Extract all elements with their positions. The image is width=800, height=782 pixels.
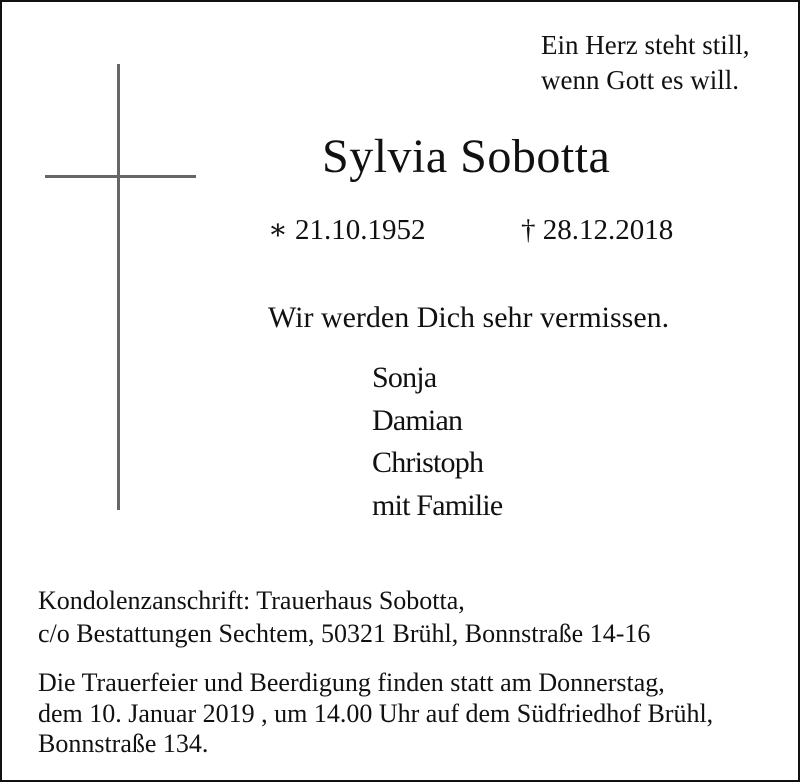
birth-date: ∗ 21.10.1952 (268, 214, 426, 246)
motto-line-2: wenn Gott es will. (541, 65, 739, 95)
motto (541, 28, 749, 98)
mourner-item: Sonja (372, 361, 437, 394)
service-line-1: Die Trauerfeier und Beerdigung finden statt am Donnerstag, (38, 668, 665, 697)
sentiment-text: Wir werden Dich sehr vermissen. (268, 301, 670, 334)
service-line-3: Bonnstraße 134. (38, 729, 209, 758)
cross-horizontal-beam (45, 175, 196, 178)
motto-line-1: Ein Herz steht still, (541, 30, 750, 60)
service-line-2: dem 10. Januar 2019 , um 14.00 Uhr auf dem Südfriedhof Brühl, (38, 698, 714, 728)
mourner-item: Damian (372, 403, 463, 437)
condolence-address (38, 584, 650, 650)
condolence-line-1: Kondolenzanschrift: Trauerhaus Sobotta, (38, 586, 465, 615)
condolence-line-2: c/o Bestattungen Sechtem, 50321 Brühl, Bonnstraße 14-16 (38, 619, 651, 648)
death-date: † 28.12.2018 (521, 214, 674, 246)
mourners-list (372, 357, 502, 527)
deceased-name: Sylvia Sobotta (322, 130, 611, 183)
cross-vertical-beam (117, 64, 120, 510)
mourner-item: mit Familie (372, 488, 503, 522)
mourner-item: Christoph (372, 446, 484, 479)
funeral-service-info (38, 668, 713, 760)
